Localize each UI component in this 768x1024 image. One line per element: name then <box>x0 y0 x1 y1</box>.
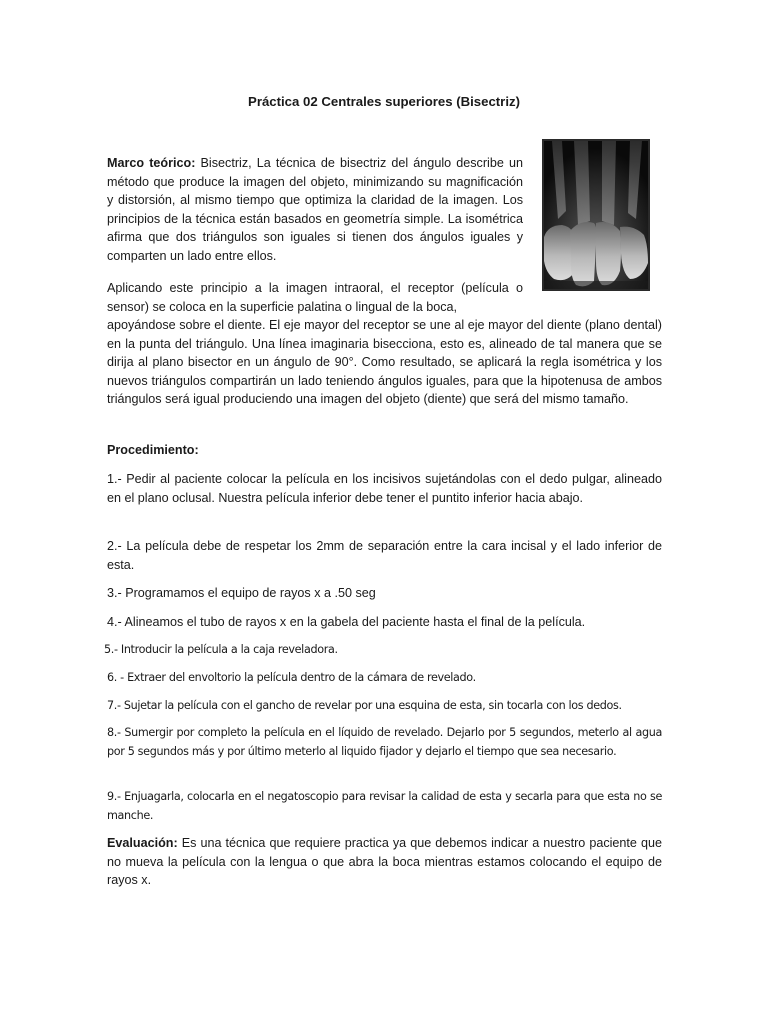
marco-teorico-label: Marco teórico: <box>107 156 196 170</box>
step-7: 7.- Sujetar la película con el gancho de revelar por una esquina de esta, sin tocarla con los dedos. <box>107 699 622 712</box>
step-5: 5.- Introducir la película a la caja reveladora. <box>104 643 338 656</box>
dental-xray-image <box>542 139 650 291</box>
step-8: 8.- Sumergir por completo la película en el líquido de revelado. Dejarlo por 5 segundos, meterlo al agua por 5 segundos más y por último meterlo al liquido fijador y dejarlo el tiempo que sea necesario. <box>107 726 662 758</box>
procedimiento-heading: Procedimiento: <box>107 443 199 457</box>
step-4: 4.- Alineamos el tubo de rayos x en la gabela del paciente hasta el final de la película. <box>107 615 586 629</box>
marco-teorico-paragraph <box>107 154 523 265</box>
step-9: 9.- Enjuagarla, colocarla en el negatoscopio para revisar la calidad de esta y secarla para que esta no se manche. <box>107 790 662 822</box>
aplicando-paragraph-end: apoyándose sobre el diente. El eje mayor del receptor se une al eje mayor del diente (plano dental) en la punta del triángulo. Una línea imaginaria bisecciona, esto es, alineado de tal manera que se dirija al plano bisector en un ángulo de 90°. Como resultado, se aplicará la regla isométrica y los nuevos triángulos compartirán un lado teniendo ángulos iguales, para que la hipotenusa de ambos triángulos será igual produciendo una imagen del objeto (diente) que será del mismo tamaño. <box>107 318 662 406</box>
step-1: 1.- Pedir al paciente colocar la película en los incisivos sujetándolas con el dedo pulgar, alineado en el plano oclusal. Nuestra película inferior debe tener el puntito inferior hacia abajo. <box>107 472 662 505</box>
marco-teorico-text: Bisectriz, La técnica de bisectriz del ángulo describe un método que produce la imagen del objeto, minimizando su magnificación y distorsión, al mismo tiempo que optimiza la claridad de la imagen. Los principios de la técnica están basados en geometría simple. La isométrica afirma que dos triángulos son iguales si tienen dos ángulos iguales y comparten un lado entre ellos. <box>107 156 523 263</box>
step-6: 6. - Extraer del envoltorio la película dentro de la cámara de revelado. <box>107 671 476 684</box>
step-3: 3.- Programamos el equipo de rayos x a .50 seg <box>107 586 376 600</box>
aplicando-paragraph-start: Aplicando este principio a la imagen intraoral, el receptor (película o sensor) se coloca en la superficie palatina o lingual de la boca, <box>107 281 523 314</box>
evaluacion-text: Es una técnica que requiere practica ya que debemos indicar a nuestro paciente que no mueva la película con la lengua o que abra la boca mientras estamos colocando el equipo de rayos x. <box>107 836 662 887</box>
xray-icon <box>544 141 648 289</box>
evaluacion-label: Evaluación: <box>107 836 178 850</box>
evaluacion-paragraph <box>107 834 662 890</box>
step-2: 2.- La película debe de respetar los 2mm de separación entre la cara incisal y el lado inferior de esta. <box>107 539 662 572</box>
page-title: Práctica 02 Centrales superiores (Bisectriz) <box>248 94 520 109</box>
